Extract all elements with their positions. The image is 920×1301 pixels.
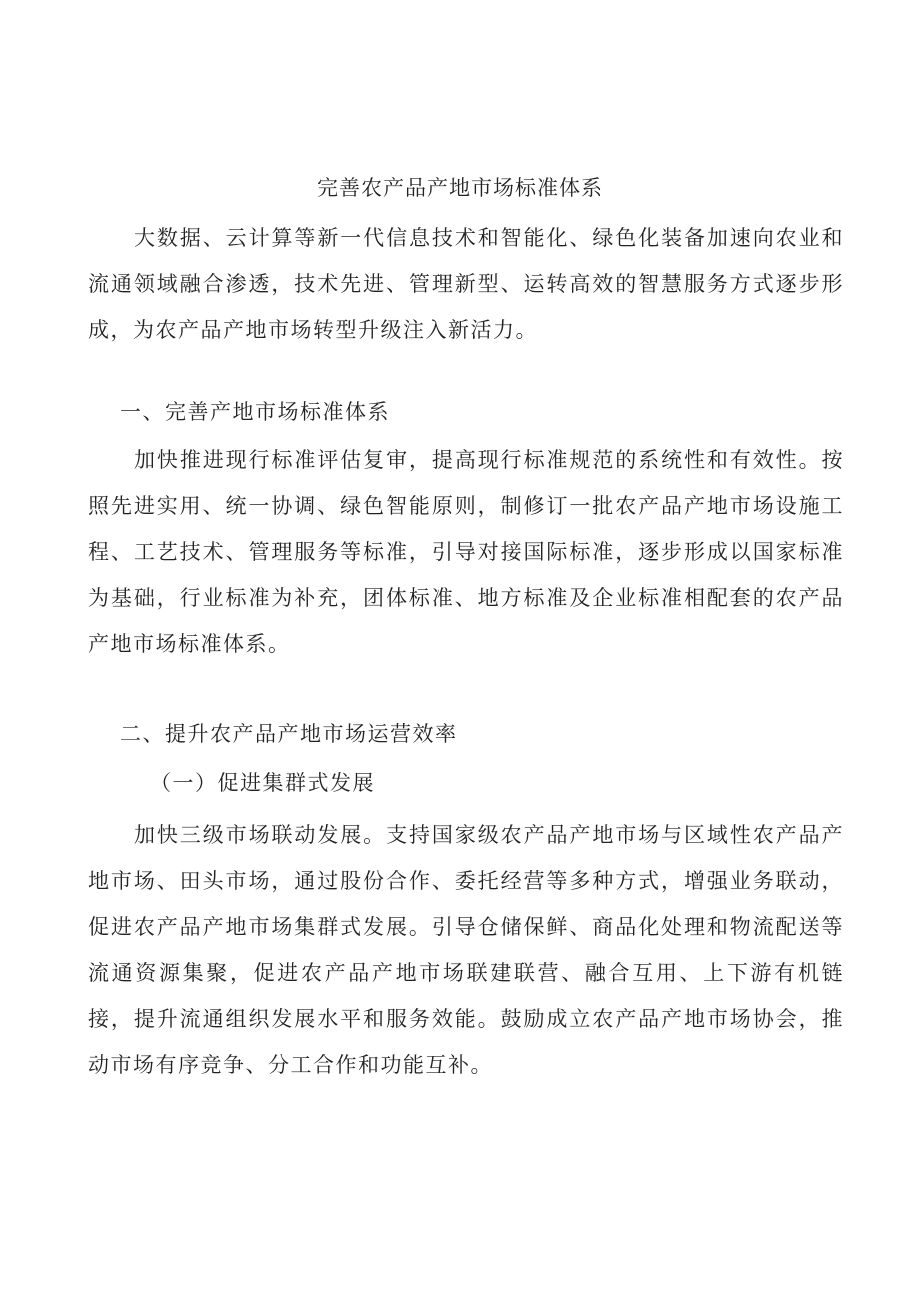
section-one-paragraph: 加快推进现行标准评估复审，提高现行标准规范的系统性和有效性。按照先进实用、统一协调、绿色智能原则，制修订一批农产品产地市场设施工程、工艺技术、管理服务等标准，引导对接国际标准，逐步形成以国家标准为基础，行业标准为补充，团体标准、地方标准及企业标准相配套的农产品产地市场标准体系。: [88, 448, 844, 656]
subsection-one-paragraph: 加快三级市场联动发展。支持国家级农产品产地市场与区域性农产品产地市场、田头市场，通过股份合作、委托经营等多种方式，增强业务联动，促进农产品产地市场集群式发展。引导仓储保鲜、商品化处理和物流配送等流通资源集聚，促进农产品产地市场联建联营、融合互用、上下游有机链接，提升流通组织发展水平和服务效能。鼓励成立农产品产地市场协会，推动市场有序竞争、分工合作和功能互补。: [88, 823, 844, 1077]
section-two-heading: 二、提升农产品产地市场运营效率: [120, 722, 458, 746]
subsection-one-heading: （一）促进集群式发展: [150, 771, 375, 795]
section-one-heading: 一、完善产地市场标准体系: [120, 400, 390, 424]
document-title: 完善农产品产地市场标准体系: [317, 176, 603, 200]
intro-paragraph: 大数据、云计算等新一代信息技术和智能化、绿色化装备加速向农业和流通领域融合渗透，技术先进、管理新型、运转高效的智慧服务方式逐步形成，为农产品产地市场转型升级注入新活力。: [88, 226, 844, 342]
